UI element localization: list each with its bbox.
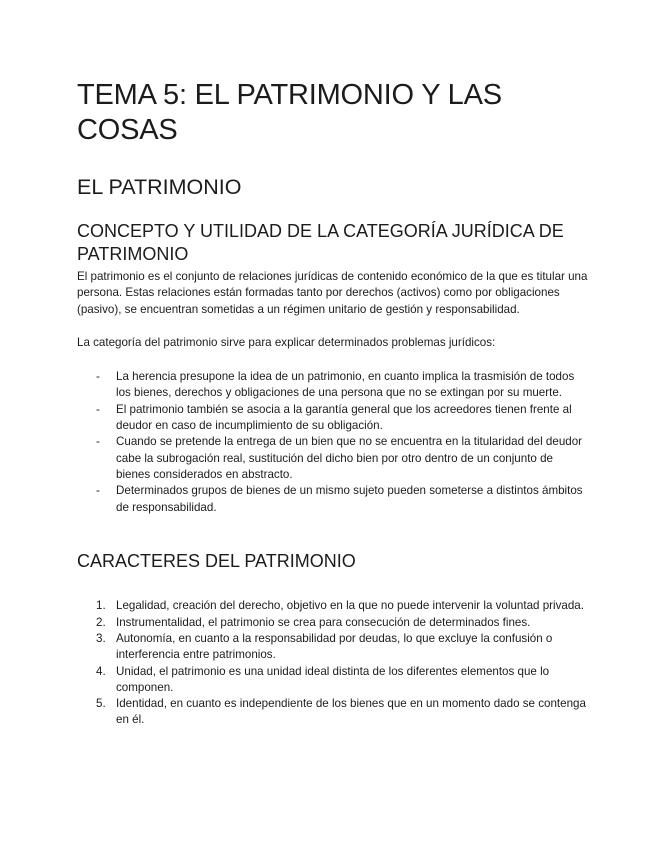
- list-item-text: La herencia presupone la idea de un patrimonio, en cuanto implica la trasmisión de todos los bienes, derechos y obligaciones de una persona que no se extingan por su muerte.: [116, 370, 575, 400]
- list-item: [77, 615, 589, 631]
- list-item-text: Determinados grupos de bienes de un mismo sujeto pueden someterse a distintos ámbitos de responsabilidad.: [116, 484, 583, 514]
- list-item: [77, 483, 589, 516]
- subsection-heading-caracteres: CARACTERES DEL PATRIMONIO: [77, 550, 356, 571]
- number-marker: 2.: [96, 615, 106, 629]
- bullet-marker: -: [96, 435, 100, 449]
- list-item-text: Identidad, en cuanto es independiente de los bienes que en un momento dado se contenga en él.: [116, 697, 586, 727]
- bullet-list: [77, 369, 589, 516]
- number-marker: 1.: [96, 599, 106, 613]
- numbered-list: [77, 598, 589, 728]
- bullet-marker: -: [96, 402, 100, 416]
- document-title: TEMA 5: EL PATRIMONIO Y LAS COSAS: [77, 79, 502, 146]
- list-item-text: Legalidad, creación del derecho, objetivo en la que no puede intervenir la voluntad privada.: [116, 599, 584, 613]
- paragraph-intro-list: La categoría del patrimonio sirve para explicar determinados problemas jurídicos:: [77, 335, 496, 349]
- list-item: [77, 402, 589, 435]
- number-marker: 5.: [96, 697, 106, 711]
- list-item-text: Unidad, el patrimonio es una unidad ideal distinta de los diferentes elementos que lo componen.: [116, 664, 550, 694]
- bullet-marker: -: [96, 484, 100, 498]
- number-marker: 4.: [96, 664, 106, 678]
- number-marker: 3.: [96, 631, 106, 645]
- list-item: [77, 369, 589, 402]
- list-item-text: El patrimonio también se asocia a la garantía general que los acreedores tienen frente al deudor en caso de incumplimiento de su obligación.: [116, 402, 572, 433]
- subsection-heading-concepto: CONCEPTO Y UTILIDAD DE LA CATEGORÍA JURÍDICA DE PATRIMONIO: [77, 221, 564, 264]
- list-item: [77, 664, 589, 697]
- list-item-text: Instrumentalidad, el patrimonio se crea para consecución de determinados fines.: [116, 615, 531, 629]
- paragraph-definition: El patrimonio es el conjunto de relaciones jurídicas de contenido económico de la que es titular una persona. Estas relaciones están formadas tanto por derechos (activos) como por obligaciones (pasivo), se encuentran sometidas a un régimen unitario de gestión y responsabilidad.: [77, 270, 588, 316]
- list-item: [77, 434, 589, 483]
- list-item: [77, 696, 589, 729]
- bullet-marker: -: [96, 370, 100, 384]
- list-item-text: Cuando se pretende la entrega de un bien que no se encuentra en la titularidad del deudor cabe la subrogación real, sustitución del dicho bien por otro dentro de un conjunto de bienes considerados en abstracto.: [116, 435, 583, 481]
- list-item: [77, 598, 589, 614]
- section-heading: EL PATRIMONIO: [77, 175, 242, 199]
- list-item: [77, 631, 589, 664]
- list-item-text: Autonomía, en cuanto a la responsabilidad por deudas, lo que excluye la confusión o interferencia entre patrimonios.: [116, 631, 553, 662]
